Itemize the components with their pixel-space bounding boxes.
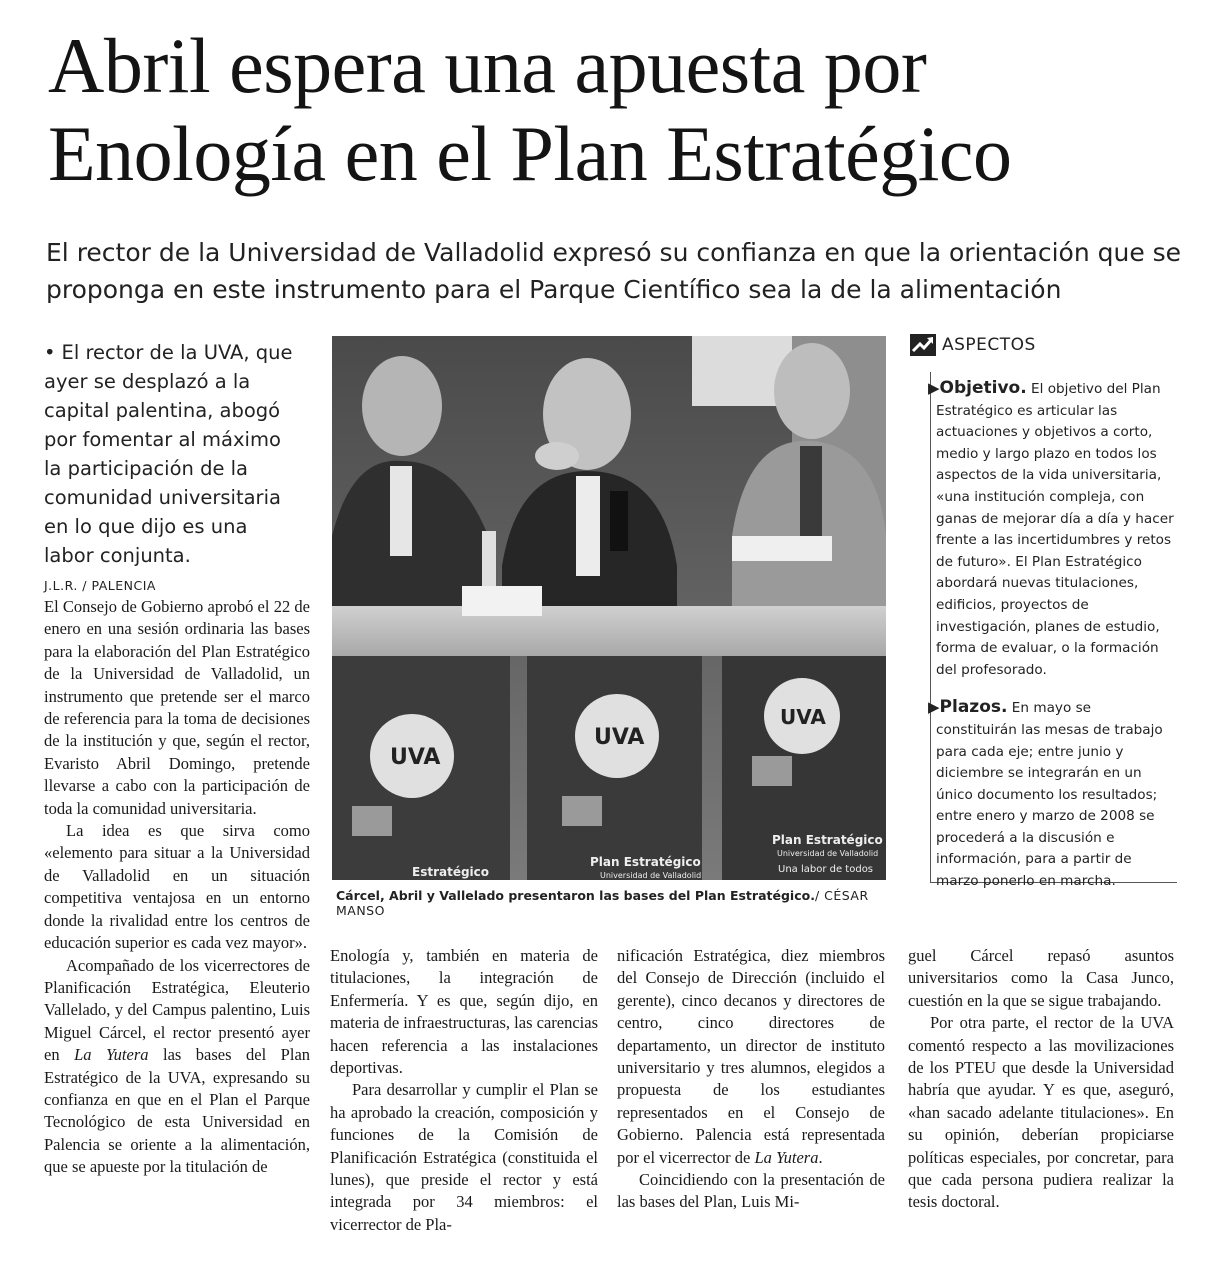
poster-title: Plan Estratégico [772,833,883,847]
press-photo [332,336,886,880]
poster-logo: UVA [390,745,441,770]
aspectos-item-label: Objetivo. [939,378,1027,398]
headline-line-2: Enología en el Plan Estratégico [48,110,1012,197]
caption-text: Cárcel, Abril y Vallelado presentaron las bases del Plan Estratégico. [336,888,815,903]
paragraph: La idea es que sirva como «elemento para situar a la Universidad de Valladolid en un situación competitiva ventajosa en un entorno donde la rivalidad entre los centros de educación superior es cada vez mayor». [44,821,310,953]
text-run: las bases del Plan Estratégico de la UVA, expresando su confianza en que en el Plan el Parque Tecnológico de esta Universidad en Palencia se oriente a la alimentación, que se apueste por la titulación de [44,1045,311,1177]
subheadline-line-1: El rector de la Universidad de Valladolid expresó su confianza en que la orientación que se [46,238,1182,267]
headline-line-1: Abril espera una apuesta por [48,22,927,109]
paragraph [44,955,310,1179]
emphasis-text: La Yutera [754,1147,819,1167]
byline: J.L.R. / PALENCIA [44,578,156,593]
paragraph: Para desarrollar y cumplir el Plan se ha aprobado la creación, composición y funciones de la Comisión de Planificación Estratégica (constituida el lunes), que preside el rector y está integrada por 34 miembros: el vicerrector de Pla- [330,1080,598,1234]
subheadline [46,234,1196,308]
poster-subtitle: Universidad de Valladolid [777,849,879,858]
trend-arrow-icon [910,334,936,356]
arrow-right-icon: ▶ [928,379,940,397]
body-column-2 [330,945,598,1236]
poster-logo: UVA [780,705,826,729]
text-run: nificación Estratégica, diez miembros del Consejo de Dirección (incluido el gerente), cinco decanos y directores de centro, cinco directores de departamento, un director de instituto universitario y tres alumnos, elegidos a propuesta de los estudiantes representados en el Consejo de Gobierno. Palencia está representada por el vicerrector de [617,946,885,1167]
poster-title: Plan Estratégico [590,855,701,869]
body-column-1 [44,596,310,1179]
aspectos-title: ASPECTOS [942,335,1036,355]
aspectos-item-objetivo [928,378,1176,681]
subheadline-line-2: proponga en este instrumento para el Parque Científico sea la de la alimentación [46,275,1062,304]
poster-logo: UVA [594,725,645,750]
paragraph: Coincidiendo con la presentación de las bases del Plan, Luis Mi- [617,1170,885,1212]
aspectos-item-text: El objetivo del Plan Estratégico es articular las actuaciones y objetivos a corto, medio y largo plazo en todos los aspectos de la vida universitaria, «una institución compleja, con ganas de mejorar día a día y hacer frente a las incertidumbres y retos de futuro». El Plan Estratégico abordará nuevas titulaciones, edificios, proyectos de investigación, planes de estudio, forma de evaluar, o la formación del profesorado. [936,381,1174,678]
aspectos-header [910,334,1180,356]
paragraph [617,945,885,1169]
paragraph: Por otra parte, el rector de la UVA comentó respecto a las movilizaciones de los PTEU que desde la Universidad habría que ayudar. Y es que, aseguró, «han sacado adelante titulaciones». En su opinión, deberían propiciarse políticas especiales, por concretar, para que cada persona pudiera realizar la tesis doctoral. [908,1013,1174,1212]
photo-caption [336,888,896,918]
paragraph: El Consejo de Gobierno aprobó el 22 de enero en una sesión ordinaria las bases para la elaboración del Plan Estratégico de la Universidad de Valladolid, un instrumento que pretende ser el marco de referencia para la toma de decisiones de la institución y que, según el rector, Evaristo Abril Domingo, pretende llevarse a cabo con la participación de toda la comunidad universitaria. [44,597,310,818]
body-column-4 [908,945,1174,1214]
headline [48,22,1198,198]
text-run: Acompañado de los vicerrectores de Planificación Estratégica, Eleuterio Vallelado, y del Campus palentino, Luis Miguel Cárcel, el rector presentó ayer en [44,955,310,1065]
photo-credit: / CÉSAR MANSO [336,888,869,918]
paragraph: guel Cárcel repasó asuntos universitarios como la Casa Junco, cuestión en la que se sigue trabajando. [908,946,1174,1010]
aspectos-item-text: En mayo se constituirán las mesas de trabajo para cada eje; entre junio y diciembre se integrarán en un único documento los resultados; entre enero y marzo de 2008 se procederá a la discusión e información, para a partir de marzo ponerlo en marcha. [936,700,1163,890]
poster-slogan: Una labor de todos [778,864,874,875]
poster-subtitle: Universidad de Valladolid [600,871,702,880]
poster-title-partial: Estratégico [412,865,490,879]
lede-summary [44,338,294,570]
aspectos-item-plazos [928,697,1176,892]
emphasis-text: La Yutera [74,1045,149,1065]
lede-text: El rector de la UVA, que ayer se desplazó a la capital palentina, abogó por fomentar al máximo la participación de la comunidad universitaria en lo que dijo es una labor conjunta. [44,341,293,567]
aspectos-item-label: Plazos. [939,697,1008,718]
arrow-right-icon: ▶ [928,698,940,717]
body-column-3 [617,945,885,1214]
text-run: . [818,1147,823,1167]
aspectos-content [928,378,1176,909]
paragraph: Enología y, también en materia de titulaciones, la integración de Enfermería. Y es que, según dijo, en materia de infraestructuras, las carencias hacen referencia a las instalaciones deportivas. [330,946,598,1078]
photo-illustration [332,336,886,880]
bullet-icon: • [44,341,56,364]
